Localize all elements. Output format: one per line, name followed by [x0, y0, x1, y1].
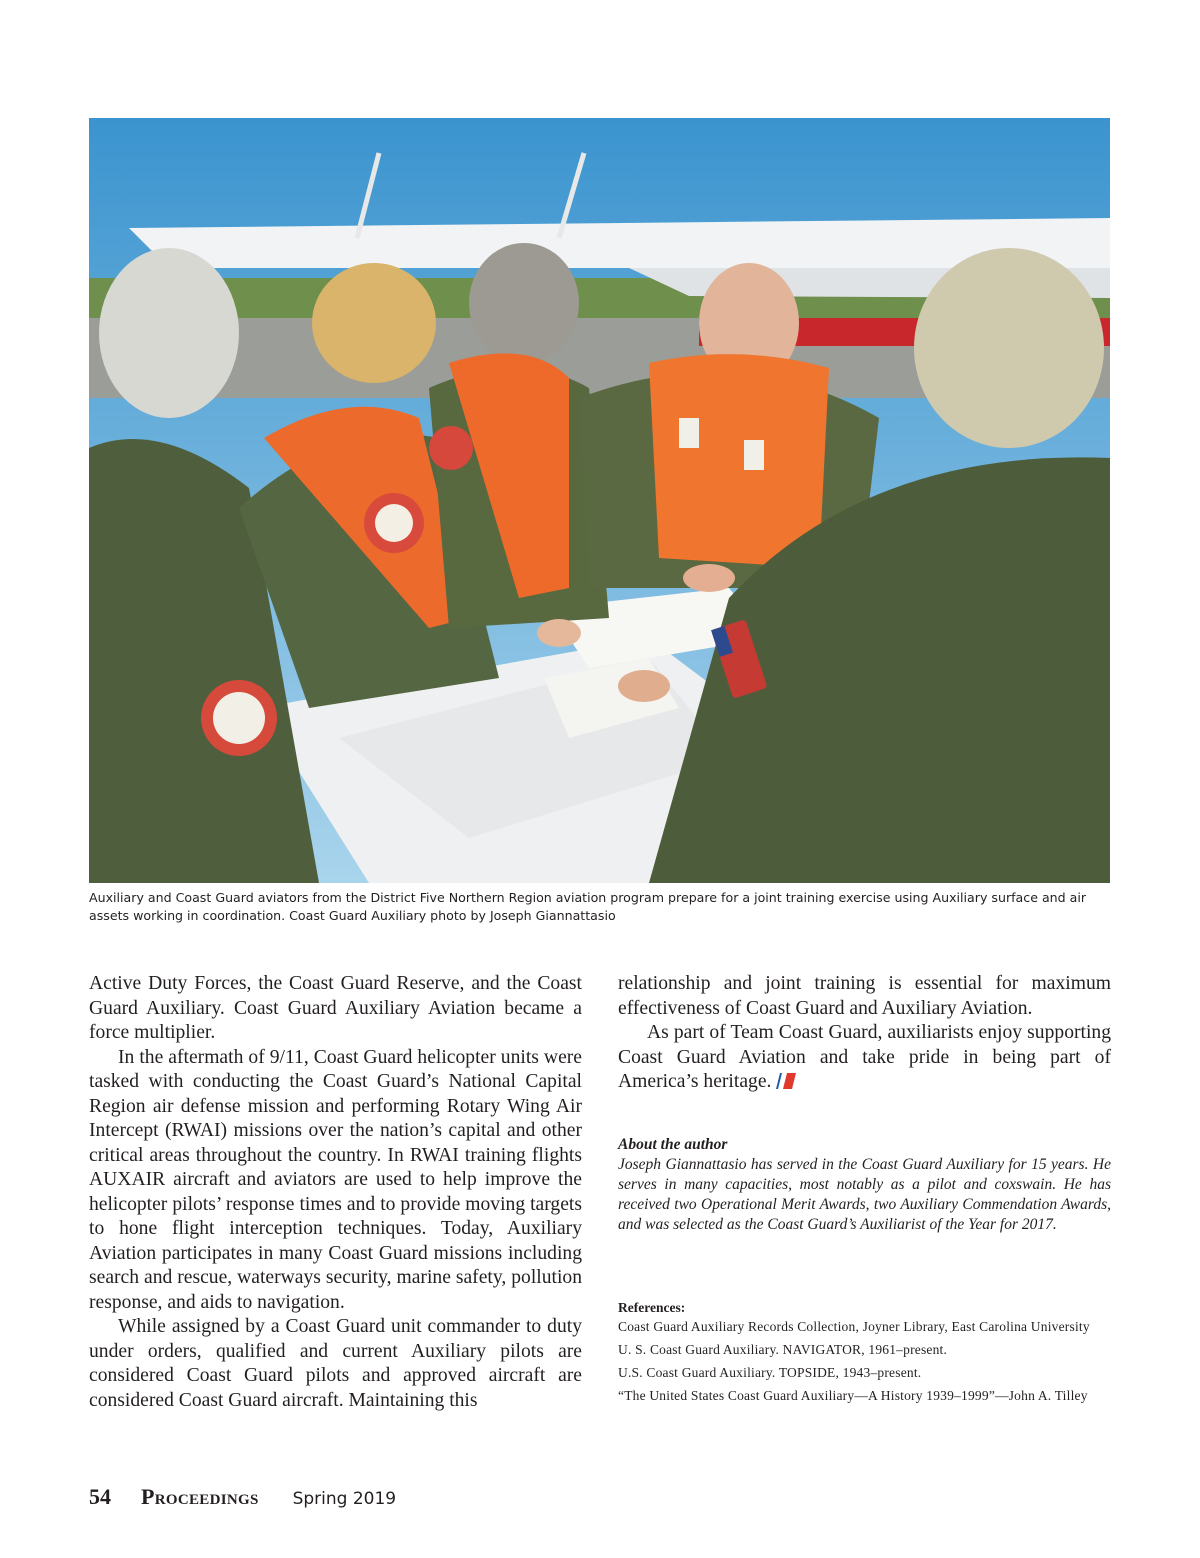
page-number: 54: [89, 1484, 111, 1509]
paragraph: In the aftermath of 9/11, Coast Guard helicopter units were tasked with conducting the Coast Guard’s National Capital Region air defense mission and performing Rotary Wing Air Intercept (RWAI) missions over the nation’s capital and other critical areas throughout the country. In RWAI training flights AUXAIR aircraft and aviators are used to help improve the helicopter pilots’ response times and to provide moving targets to hone flight interception techniques. Today, Auxiliary Aviation participates in many Coast Guard missions including search and rescue, waterways security, marine safety, pollution response, and aids to navigation.: [89, 1046, 582, 1313]
article-photo: [89, 118, 1110, 883]
about-author-heading: About the author: [618, 1136, 728, 1153]
paragraph: Active Duty Forces, the Coast Guard Reserve, and the Coast Guard Auxiliary. Coast Guard Auxiliary Aviation became a force multiplier.: [89, 973, 582, 1043]
article-column-left: [89, 972, 582, 1413]
article-column-right: [618, 972, 1111, 1095]
references-heading: References:: [618, 1300, 686, 1315]
paragraph-text: As part of Team Coast Guard, auxiliarists enjoy supporting Coast Guard Aviation and take pride in being part of America’s heritage.: [618, 1022, 1111, 1092]
photo-caption: Auxiliary and Coast Guard aviators from the District Five Northern Region aviation program prepare for a joint training exercise using Auxiliary surface and air assets working in coordination. Coast Guard Auxiliary photo by Joseph Giannattasio: [89, 890, 1087, 923]
aviators-photo-illustration: [89, 118, 1110, 883]
references: [618, 1300, 1111, 1411]
uscg-stripe-icon: [774, 1073, 796, 1089]
publication-name: Proceedings: [141, 1484, 259, 1509]
page-footer: [89, 1484, 396, 1514]
paragraph: [618, 1021, 1111, 1095]
about-author: [618, 1135, 1111, 1235]
reference-item: “The United States Coast Guard Auxiliary—A History 1939–1999”—John A. Tilley: [618, 1388, 1088, 1403]
reference-item: U.S. Coast Guard Auxiliary. TOPSIDE, 1943–present.: [618, 1365, 922, 1380]
issue-date: Spring 2019: [292, 1489, 397, 1509]
reference-item: U. S. Coast Guard Auxiliary. NAVIGATOR, 1961–present.: [618, 1342, 948, 1357]
reference-item: Coast Guard Auxiliary Records Collection, Joyner Library, East Carolina University: [618, 1319, 1090, 1334]
paragraph: While assigned by a Coast Guard unit commander to duty under orders, qualified and current Auxiliary pilots are considered Coast Guard pilots and approved aircraft are considered Coast Guard aircraft. Maintaining this: [89, 1316, 582, 1411]
paragraph: relationship and joint training is essential for maximum effectiveness of Coast Guard and Auxiliary Aviation.: [618, 973, 1111, 1019]
about-author-body: Joseph Giannattasio has served in the Coast Guard Auxiliary for 15 years. He serves in many capacities, most notably as a pilot and coxswain. He has received two Operational Merit Awards, two Auxiliary Commendation Awards, and was selected as the Coast Guard’s Auxiliarist of the Year for 2017.: [618, 1156, 1111, 1233]
